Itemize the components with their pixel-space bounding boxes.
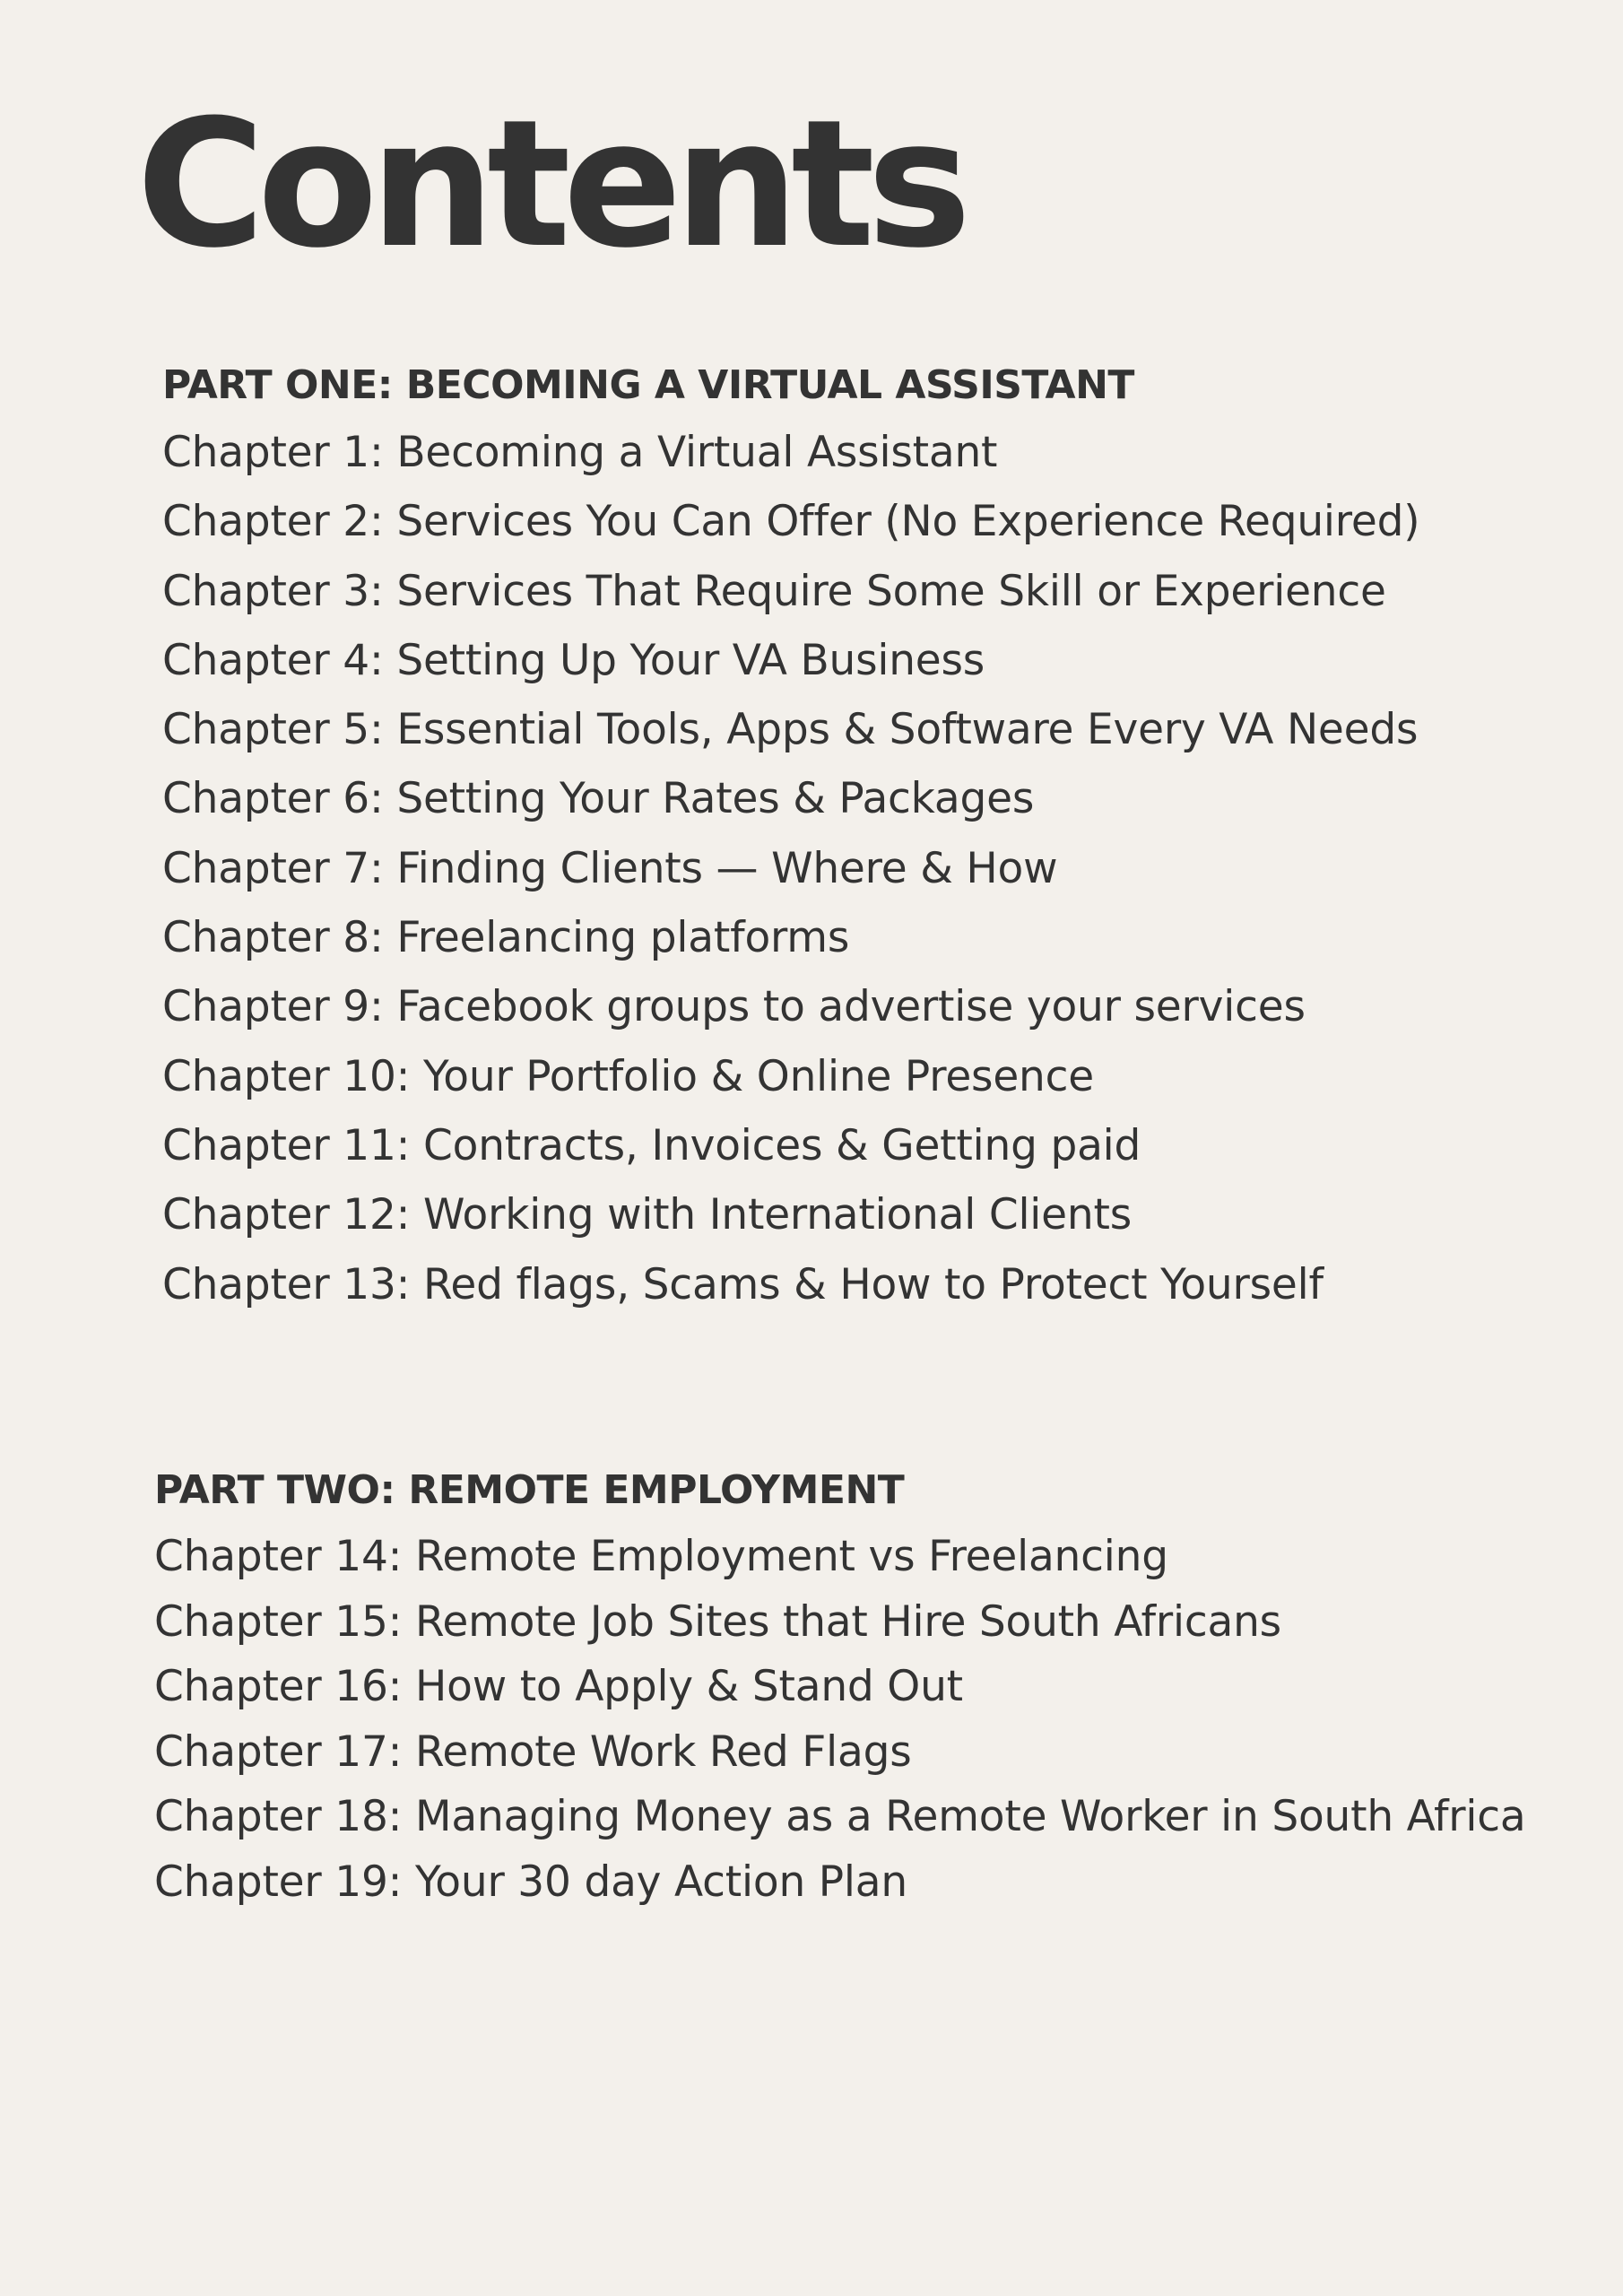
part-two-section: [154, 1462, 1526, 1915]
chapter-8: Chapter 8: Freelancing platforms: [162, 913, 850, 963]
chapter-19: Chapter 19: Your 30 day Action Plan: [154, 1857, 907, 1907]
chapter-9: Chapter 9: Facebook groups to advertise your services: [162, 982, 1306, 1032]
chapter-12: Chapter 12: Working with International Clients: [162, 1190, 1132, 1240]
chapter-14: Chapter 14: Remote Employment vs Freelancing: [154, 1532, 1168, 1581]
chapter-11: Chapter 11: Contracts, Invoices & Getting paid: [162, 1120, 1141, 1170]
chapter-6: Chapter 6: Setting Your Rates & Packages: [162, 774, 1035, 824]
chapter-10: Chapter 10: Your Portfolio & Online Presence: [162, 1051, 1094, 1101]
part-one-chapter-list: [162, 418, 1419, 1319]
part-two-heading: PART TWO: REMOTE EMPLOYMENT: [154, 1467, 905, 1513]
part-one-heading: PART ONE: BECOMING A VIRTUAL ASSISTANT: [162, 362, 1134, 408]
chapter-7: Chapter 7: Finding Clients — Where & How: [162, 843, 1058, 893]
chapter-1: Chapter 1: Becoming a Virtual Assistant: [162, 428, 998, 477]
chapter-5: Chapter 5: Essential Tools, Apps & Software Every VA Needs: [162, 705, 1419, 755]
chapter-13: Chapter 13: Red flags, Scams & How to Protect Yourself: [162, 1259, 1324, 1309]
part-one-section: [162, 357, 1419, 1319]
chapter-17: Chapter 17: Remote Work Red Flags: [154, 1726, 912, 1777]
chapter-18: Chapter 18: Managing Money as a Remote Worker in South Africa: [154, 1792, 1526, 1841]
chapter-4: Chapter 4: Setting Up Your VA Business: [162, 635, 985, 685]
chapter-2: Chapter 2: Services You Can Offer (No Experience Required): [162, 497, 1420, 547]
chapter-16: Chapter 16: How to Apply & Stand Out: [154, 1662, 963, 1711]
chapter-15: Chapter 15: Remote Job Sites that Hire South Africans: [154, 1596, 1281, 1647]
part-two-chapter-list: [154, 1525, 1526, 1915]
page-title: Contents: [136, 83, 964, 287]
chapter-3: Chapter 3: Services That Require Some Skill or Experience: [162, 566, 1386, 616]
